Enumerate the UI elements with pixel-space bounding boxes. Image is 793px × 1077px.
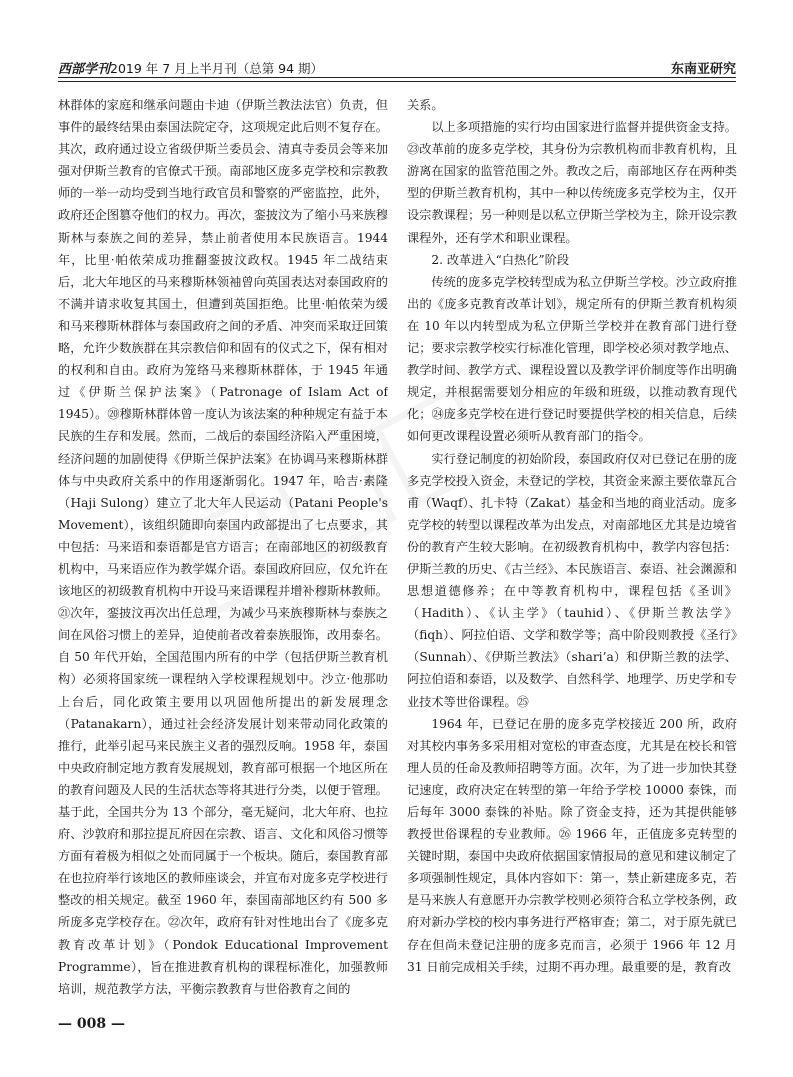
header-rule-thin [58, 81, 736, 82]
paragraph: 以上多项措施的实行均由国家进行监督并提供资金支持。㉓改革前的庞多克学校，其身份为宗教机构而非教育机构，且游离在国家的监管范围之外。教改之后，南部地区存在两种类型的伊斯兰教育机构，其中一种以传统庞多克学校为主，仅开设宗教课程；另一种则是以私立伊斯兰学校为主，除开设宗教课程外，还有学术和职业课程。 [407, 120, 737, 245]
paragraph: 实行登记制度的初始阶段，泰国政府仅对已登记在册的庞多克学校投入资金，未登记的学校，其资金来源主要依靠瓦合甫（Waqf）、扎卡特（Zakat）基金和当地的商业活动。庞多克学校的转型以课程改革为出发点，对南部地区尤其是边境省份的教育产生较大影响。在初级教育机构中，教学内容包括：伊斯兰教的历史、《古兰经》、本民族语言、泰语、社会渊源和思想道德修养；在中等教育机构中，课程包括《圣训》（Hadith）、《认主学》（tauhid）、《伊斯兰教法学》（fiqh）、阿拉伯语、文学和数学等；高中阶段则教授《圣行》（Sunnah）、《伊斯兰教法》（shari’a）和伊斯兰教的法学、阿拉伯语和泰语，以及数学、自然科学、地理学、历史学和专业技术等世俗课程。㉕ [407, 451, 737, 709]
journal-logo: 西部学刊 [58, 62, 111, 77]
running-header [58, 55, 736, 79]
header-rule-thick [58, 77, 736, 78]
paragraph: 传统的庞多克学校转型成为私立伊斯兰学校。沙立政府推出的《庞多克教育改革计划》，规定所有的伊斯兰教育机构须在 10 年以内转型成为私立伊斯兰学校并在教育部门进行登记；要求宗教学校实行标准化管理，即学校必须对教学地点、教学时间、教学方式、课程设置以及教学评价制度等作出明确规定，并根据需要划分相应的年级和班级，以推动教育现代化；㉔庞多克学校在进行登记时要提供学校的相关信息，后续如何更改课程设置必须听从教育部门的指令。 [407, 274, 737, 444]
paragraph: 关系。 [407, 98, 444, 112]
right-column [407, 94, 737, 1024]
page-number: — 008 — [58, 1016, 125, 1032]
left-column [58, 94, 388, 1024]
paragraph: 1964 年，已登记在册的庞多克学校接近 200 所，政府对其校内事务多采用相对宽松的审查态度，尤其是在校长和管理人员的任命及教师招聘等方面。次年，为了进一步加快其登记速度，政府决定在转型的第一年给予学校 10000 泰铢，而后每年 3000 泰铢的补贴。除了资金支持，还为其提供能够教授世俗课程的专业教师。㉖ 1966 年，正值庞多克转型的关键时期，泰国中央政府依据国家情报局的意见和建议制定了多项强制性规定，具体内容如下：第一，禁止新建庞多克，若是马来族人有意愿开办宗教学校则必须符合私立学校条例，政府对新办学校的校内事务进行严格审查；第二，对于原先就已存在但尚未登记注册的庞多克而言，必须于 1966 年 12 月 31 日前完成相关手续，过期不再办理。最重要的是，教育改 [407, 716, 737, 974]
section-heading: 2. 改革进入“白热化”阶段 [431, 252, 570, 267]
header-left [58, 58, 323, 77]
section-title: 东南亚研究 [670, 62, 736, 77]
paragraph: 林群体的家庭和继承问题由卡迪（伊斯兰教法法官）负责，但事件的最终结果由泰国法院定夺，这项规定此后则不复存在。其次，政府通过设立省级伊斯兰委员会、清真寺委员会等来加强对伊斯兰教育的官僚式干预。南部地区庞多克学校和宗教教师的一举一动均受到当地行政官员和警察的严密监控，此外，政府还企图篡夺他们的权力。再次，銮披汶为了缩小马来族穆斯林与泰族之间的差异，禁止前者使用本民族语言。1944 年，比里·帕侬荣成功推翻銮披汶政权。1945 年二战结束后，北大年地区的马来穆斯林领袖曾向英国表达对泰国政府的不满并请求收复其国土，但遭到英国拒绝。比里·帕侬荣为缓和马来穆斯林群体与泰国政府之间的矛盾、冲突而采取迂回策略，允许少数族群在其宗教信仰和固有的仪式之下，保有相对的权利和自由。政府为笼络马来穆斯林群体，于 1945 年通过《伊斯兰保护法案》（Patronage of Islam Act of 1945）。⑳穆斯林群体曾一度认为该法案的种种规定有益于本民族的生存和发展。然而，二战后的泰国经济陷入严重困境，经济问题的加剧使得《伊斯兰保护法案》在协调马来穆斯林群体与中央政府关系中的作用逐渐弱化。1947 年，哈吉·素隆（Haji Sulong）建立了北大年人民运动（Patani People's Movement），该组织随即向泰国内政部提出了七点要求，其中包括：马来语和泰语都是官方语言；在南部地区的初级教育机构中，马来语应作为教学媒介语。泰国政府回应，仅允许在该地区的初级教育机构中开设马来语课程并增补穆斯林教师。㉑次年，銮披汶再次出任总理，为减少马来族穆斯林与泰族之间在风俗习惯上的差异，迫使前者改着泰族服饰，改用泰名。自 50 年代开始，全国范围内所有的中学（包括伊斯兰教育机构）必须将国家统一课程纳入学校课程规划中。沙立·他那叻上台后，同化政策主要用以巩固他所提出的新发展理念（Patanakarn），通过社会经济发展计划来带动同化政策的推行，此举引起马来民族主义者的强烈反响。1958 年，泰国中央政府制定地方教育发展规划，教育部可根据一个地区所在的教育问题及人民的生活状态等将其进行分类，以便于管理。基于此，全国共分为 13 个部分，毫无疑问，北大年府、也拉府、沙敦府和那拉提瓦府因在宗教、语言、文化和风俗习惯等方面有着极为相似之处而同属于一个板块。随后，泰国教育部在也拉府举行该地区的教师座谈会，并宣布对庞多克学校进行整改的相关规定。截至 1960 年，泰国南部地区约有 500 多所庞多克学校存在。㉒次年，政府有针对性地出台了《庞多克教育改革计划》（Pondok Educational Improvement Programme），旨在推进教育机构的课程标准化，加强教师培训，规范教学方法，平衡宗教教育与世俗教育之间的 [58, 98, 388, 996]
issue-info: 2019 年 7 月上半月刊（总第 94 期） [110, 61, 324, 76]
